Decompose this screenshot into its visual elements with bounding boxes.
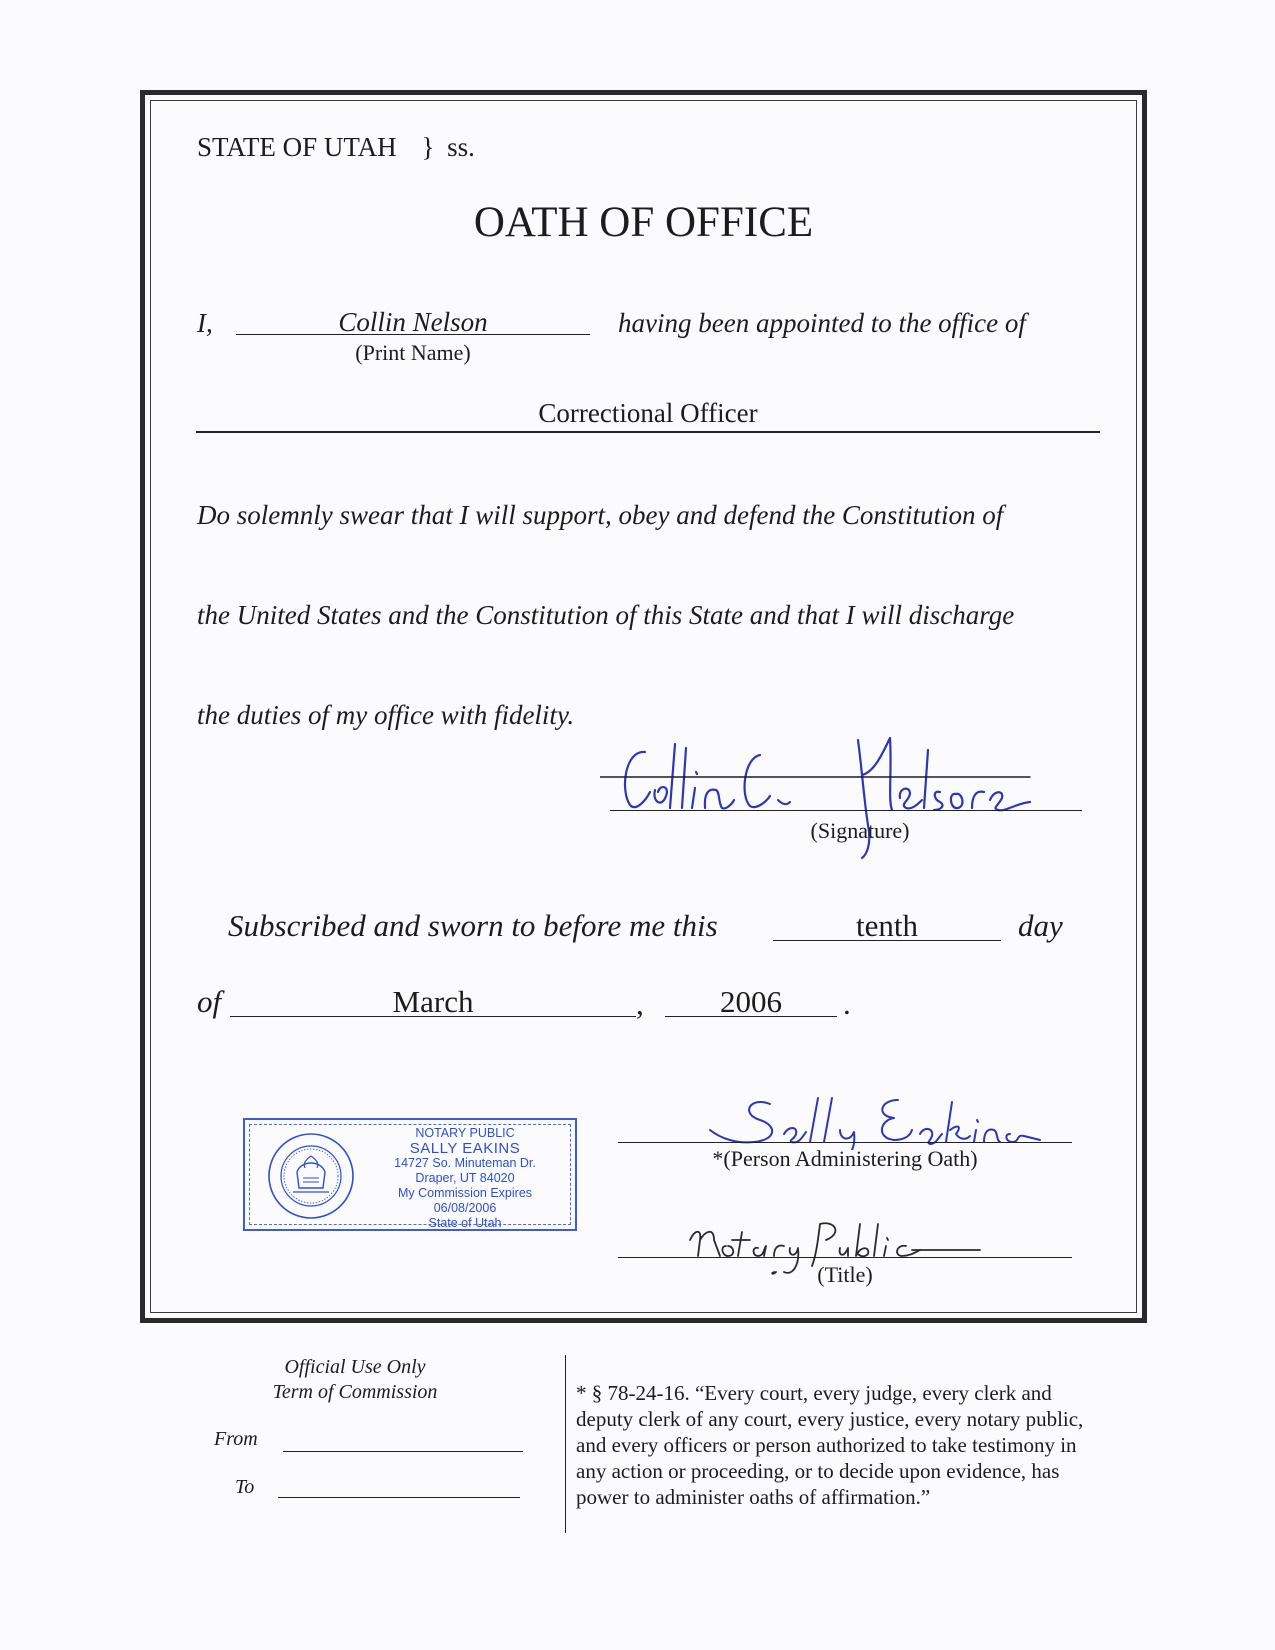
- stamp-city: Draper, UT 84020: [415, 1171, 515, 1185]
- sworn-day: tenth: [856, 908, 918, 943]
- from-field[interactable]: [283, 1451, 523, 1452]
- appointment-suffix: having been appointed to the office of: [618, 308, 1026, 338]
- administrator-signature: [680, 1090, 1060, 1150]
- stamp-address: 14727 So. Minuteman Dr.: [394, 1156, 536, 1170]
- stamp-commission: My Commission Expires 06/08/2006: [397, 1186, 533, 1215]
- oath-prefix: I,: [197, 308, 213, 338]
- venue-ss: ss.: [447, 132, 475, 162]
- to-field[interactable]: [278, 1497, 520, 1498]
- title-line: [618, 1257, 1072, 1258]
- administrator-caption: *(Person Administering Oath): [712, 1146, 978, 1171]
- year-line: [665, 1016, 837, 1017]
- day-word: day: [1018, 908, 1063, 943]
- signature-caption: (Signature): [810, 818, 910, 843]
- official-use-heading: Official Use Only: [284, 1356, 426, 1378]
- administrator-line: [618, 1142, 1072, 1143]
- date-comma: ,: [636, 986, 644, 1021]
- stamp-state: State of Utah: [428, 1216, 502, 1230]
- footnote-line: * § 78-24-16. “Every court, every judge, every clerk and: [576, 1381, 1052, 1405]
- sworn-prefix: Subscribed and sworn to before me this: [228, 908, 718, 943]
- from-label: From: [214, 1428, 258, 1450]
- printed-name: Collin Nelson: [338, 307, 488, 337]
- oath-text-line-3: the duties of my office with fidelity.: [197, 700, 575, 730]
- to-label: To: [235, 1476, 255, 1498]
- footnote-line: power to administer oaths of affirmation.”: [576, 1485, 931, 1509]
- venue-header: [197, 132, 475, 163]
- stamp-line-notary: NOTARY PUBLIC: [415, 1126, 515, 1140]
- office-line: [196, 431, 1100, 433]
- statute-footnote: [576, 1380, 1083, 1510]
- footer-divider: [565, 1355, 566, 1533]
- footnote-line: deputy clerk of any court, every justice, every notary public,: [576, 1407, 1084, 1431]
- date-period: .: [843, 986, 851, 1021]
- footnote-line: and every officers or person authorized to take testimony in: [576, 1433, 1077, 1457]
- sworn-month: March: [392, 984, 474, 1019]
- title-caption: (Title): [817, 1262, 873, 1287]
- utah-state-seal-icon: [267, 1132, 355, 1220]
- footnote-line: any action or proceeding, or to decide upon evidence, has: [576, 1459, 1060, 1483]
- stamp-notary-name: SALLY EAKINS: [409, 1140, 521, 1157]
- month-line: [230, 1016, 636, 1017]
- office-value: Correctional Officer: [538, 398, 758, 428]
- term-of-commission-heading: Term of Commission: [272, 1381, 438, 1403]
- state-label: STATE OF UTAH: [197, 132, 397, 162]
- oath-text-line-1: Do solemnly swear that I will support, obey and defend the Constitution of: [197, 500, 1004, 530]
- venue-brace: }: [421, 132, 435, 162]
- sworn-year: 2006: [720, 984, 782, 1019]
- signature-line: [610, 810, 1082, 811]
- print-name-caption: (Print Name): [355, 340, 471, 365]
- day-line: [773, 940, 1001, 941]
- document-title: OATH OF OFFICE: [473, 199, 814, 246]
- officer-signature: [600, 730, 1100, 870]
- stamp-text-block: [365, 1126, 565, 1231]
- of-word: of: [197, 984, 222, 1019]
- oath-text-line-2: the United States and the Constitution of this State and that I will discharge: [197, 600, 1015, 630]
- notary-stamp: [243, 1118, 577, 1231]
- name-line: [236, 334, 590, 335]
